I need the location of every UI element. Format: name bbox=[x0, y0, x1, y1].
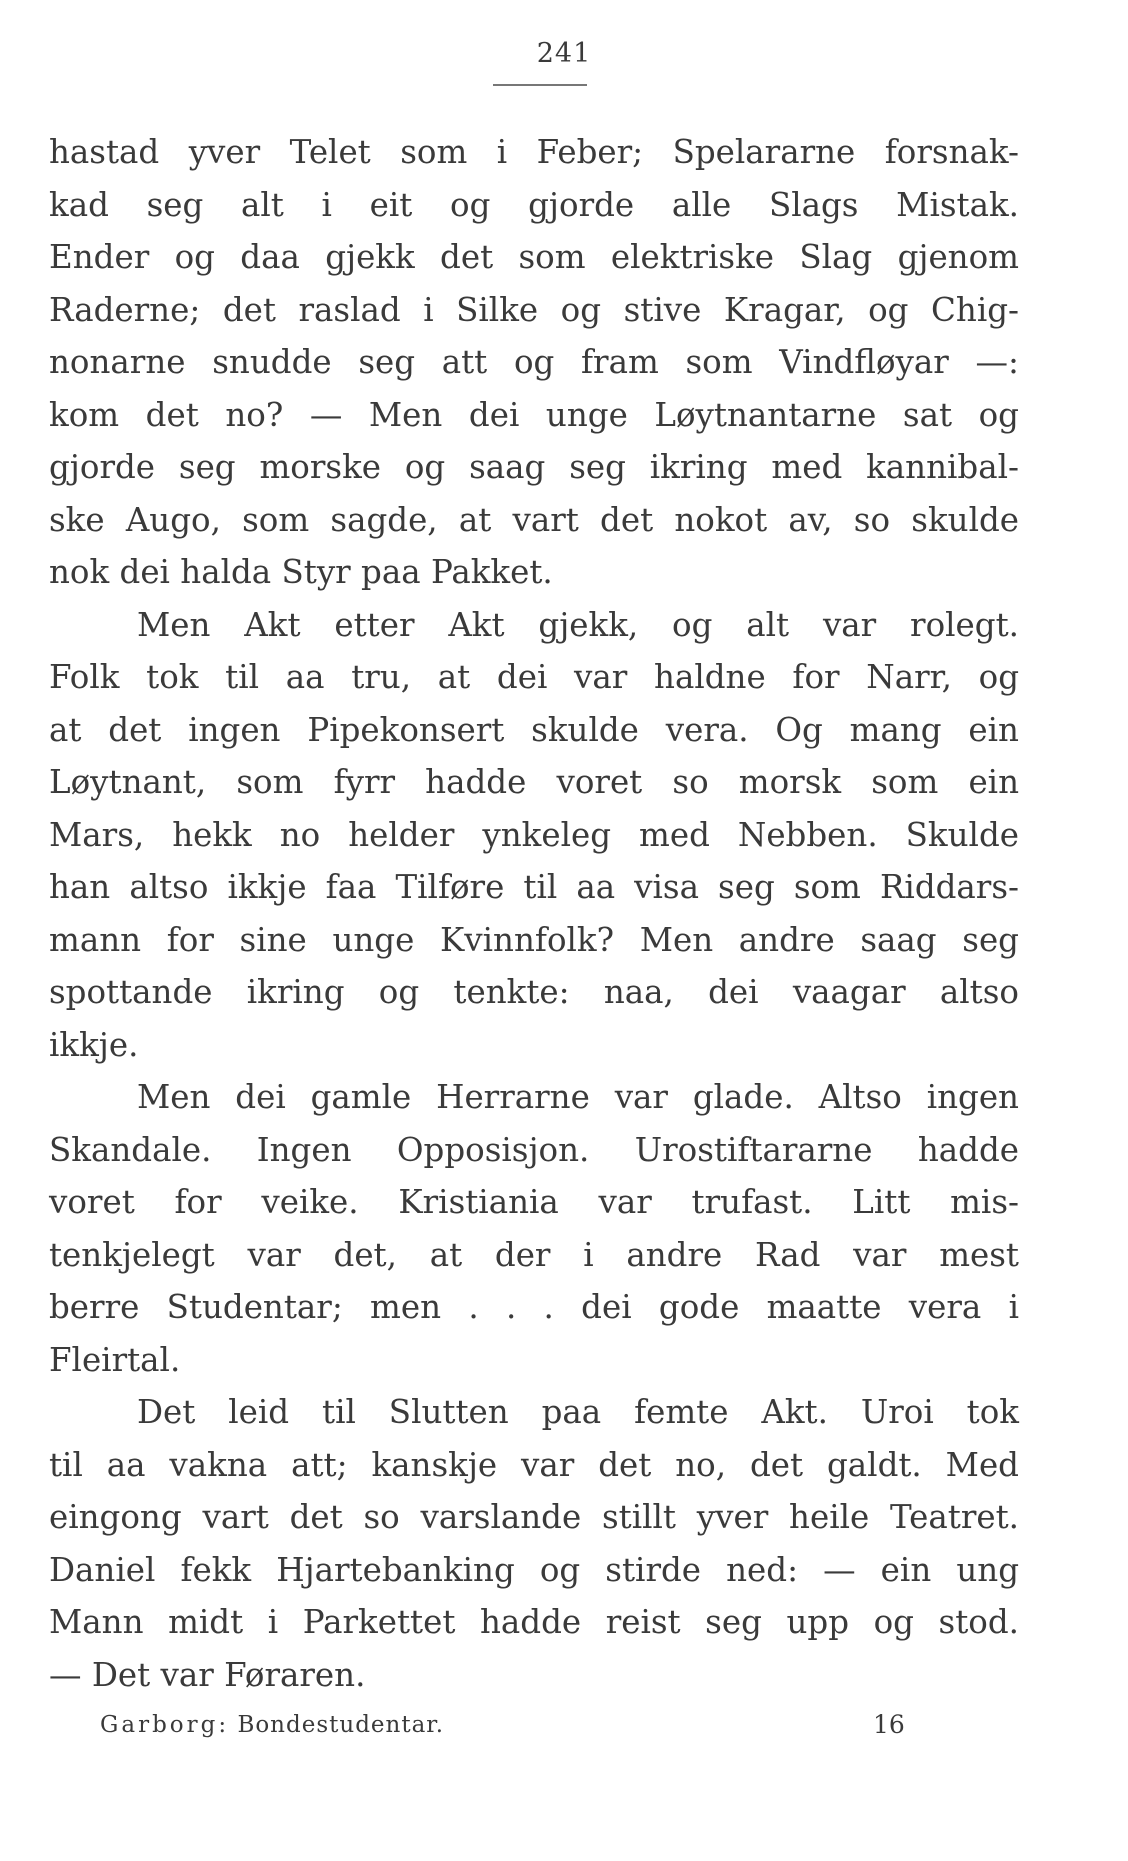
text-line: nonarne snudde seg att og fram som Vindfløyar —: bbox=[49, 343, 1019, 381]
text-line: Ender og daa gjekk det som elektriske Slag gjenom bbox=[49, 238, 1019, 276]
text-line: Men dei gamle Herrarne var glade. Altso ingen bbox=[137, 1078, 1019, 1116]
text-line: kad seg alt i eit og gjorde alle Slags Mistak. bbox=[49, 185, 1019, 224]
text-line: Det leid til Slutten paa femte Akt. Uroi tok bbox=[137, 1393, 1019, 1431]
text-line: Raderne; det raslad i Silke og stive Kragar, og Chig- bbox=[49, 290, 1019, 329]
paragraph bbox=[49, 126, 1019, 599]
text-line: berre Studentar; men . . . dei gode maatte vera i bbox=[49, 1288, 1019, 1326]
text-line: voret for veike. Kristiania var trufast. Litt mis- bbox=[49, 1183, 1019, 1221]
text-line: Mann midt i Parkettet hadde reist seg upp og stod. bbox=[49, 1603, 1019, 1641]
signature-number: 16 bbox=[873, 1710, 905, 1739]
text-line: tenkjelegt var det, at der i andre Rad var mest bbox=[49, 1235, 1019, 1274]
text-line: Folk tok til aa tru, at dei var haldne for Narr, og bbox=[49, 658, 1019, 696]
text-line: Men Akt etter Akt gjekk, og alt var rolegt. bbox=[137, 605, 1019, 644]
text-line: ikkje. bbox=[49, 1025, 139, 1064]
footer-author: Garborg: bbox=[100, 1712, 230, 1738]
page-number: 241 bbox=[536, 38, 592, 69]
footer-title: Bondestudentar. bbox=[237, 1712, 445, 1738]
text-line: Skandale. Ingen Opposisjon. Urostiftararne hadde bbox=[49, 1130, 1019, 1169]
text-line: Mars, hekk no helder ynkeleg med Nebben. Skulde bbox=[49, 815, 1019, 854]
header-rule bbox=[493, 84, 587, 86]
text-line: spottande ikring og tenkte: naa, dei vaagar altso bbox=[49, 973, 1019, 1011]
text-line: nok dei halda Styr paa Pakket. bbox=[49, 553, 553, 591]
body-text bbox=[49, 126, 1019, 1701]
paragraph bbox=[49, 599, 1019, 1072]
text-line: ske Augo, som sagde, at vart det nokot av, so skulde bbox=[49, 500, 1019, 539]
text-line: til aa vakna att; kanskje var det no, det galdt. Med bbox=[49, 1445, 1019, 1484]
footer-signature bbox=[100, 1712, 444, 1738]
text-line: — Det var Føraren. bbox=[49, 1655, 366, 1694]
text-line: mann for sine unge Kvinnfolk? Men andre saag seg bbox=[49, 920, 1019, 959]
text-line: hastad yver Telet som i Feber; Spelararne forsnak- bbox=[49, 133, 1019, 171]
paragraph bbox=[49, 1071, 1019, 1386]
paragraph bbox=[49, 1386, 1019, 1701]
text-line: kom det no? — Men dei unge Løytnantarne sat og bbox=[49, 395, 1019, 434]
text-line: Fleirtal. bbox=[49, 1340, 181, 1379]
text-line: gjorde seg morske og saag seg ikring med kannibal- bbox=[49, 448, 1019, 486]
text-line: at det ingen Pipekonsert skulde vera. Og mang ein bbox=[49, 710, 1019, 749]
text-line: han altso ikkje faa Tilføre til aa visa seg som Riddars- bbox=[49, 868, 1019, 906]
text-line: Daniel fekk Hjartebanking og stirde ned: — ein ung bbox=[49, 1550, 1019, 1589]
text-line: Løytnant, som fyrr hadde voret so morsk som ein bbox=[49, 763, 1019, 801]
text-line: eingong vart det so varslande stillt yver heile Teatret. bbox=[49, 1498, 1019, 1536]
